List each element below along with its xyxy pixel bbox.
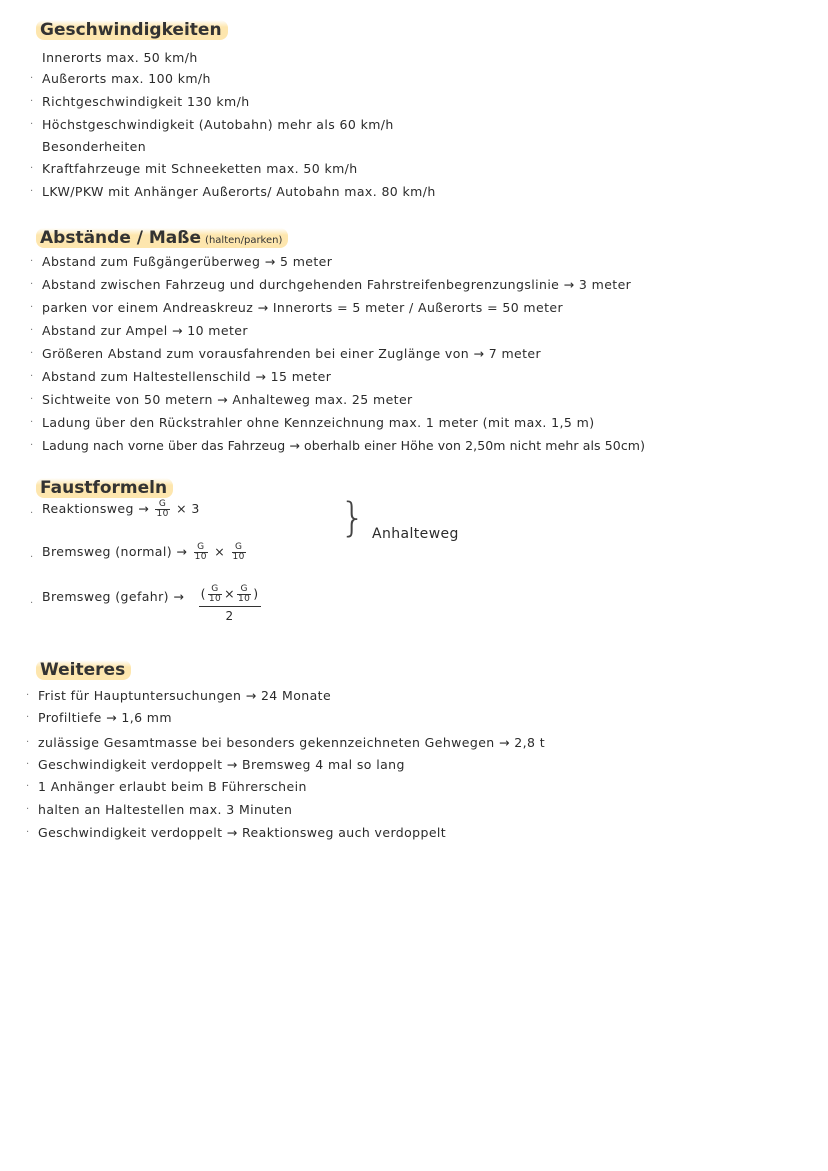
- bullet: ·: [30, 279, 34, 290]
- speed-line: Richtgeschwindigkeit 130 km/h: [42, 94, 250, 109]
- bullet: ·: [30, 302, 34, 313]
- bullet: ·: [30, 598, 34, 609]
- bullet: ·: [26, 690, 30, 701]
- misc-line: Frist für Hauptuntersuchungen → 24 Monate: [38, 688, 332, 703]
- bullet: ·: [26, 737, 30, 748]
- formula-bremsweg-normal: Bremsweg (normal) → $\frac{G}{10}$ × $\frac{G}{10}$: [42, 542, 245, 562]
- bullet: ·: [30, 163, 34, 174]
- formula-reaktionsweg: Reaktionsweg → $\frac{G}{10}$ × 3: [42, 499, 200, 519]
- misc-line: 1 Anhänger erlaubt beim B Führerschein: [38, 779, 307, 794]
- distance-line: Ladung über den Rückstrahler ohne Kennzeichnung max. 1 meter (mit max. 1,5 m): [42, 415, 595, 430]
- bullet: ·: [30, 417, 34, 428]
- distance-line: Sichtweite von 50 metern → Anhalteweg max. 25 meter: [42, 392, 413, 407]
- speed-line: Höchstgeschwindigkeit (Autobahn) mehr als 60 km/h: [42, 117, 394, 132]
- speed-line: Außerorts max. 100 km/h: [42, 71, 211, 86]
- bullet: ·: [30, 119, 34, 130]
- bullet: ·: [26, 781, 30, 792]
- bullet: ·: [30, 552, 34, 563]
- section-title-weiteres: Weiteres: [36, 660, 131, 680]
- bullet: ·: [26, 712, 30, 723]
- section-title-faustformeln: Faustformeln: [36, 478, 173, 498]
- bullet: ·: [30, 348, 34, 359]
- distance-line: Größeren Abstand zum vorausfahrenden bei einer Zuglänge von → 7 meter: [42, 346, 542, 361]
- fraction-g-over-10: $\frac{G}{10}$: [194, 542, 207, 562]
- bullet: ·: [30, 440, 34, 451]
- bullet: ·: [30, 325, 34, 336]
- anhalteweg-label: Anhalteweg: [372, 526, 459, 542]
- bullet: ·: [30, 256, 34, 267]
- bullet: ·: [30, 371, 34, 382]
- bullet: ·: [26, 827, 30, 838]
- distance-line: Abstand zur Ampel → 10 meter: [42, 323, 248, 338]
- distance-line: Ladung nach vorne über das Fahrzeug → oberhalb einer Höhe von 2,50m nicht mehr als 50cm): [42, 438, 646, 453]
- bullet: ·: [30, 186, 34, 197]
- bullet: ·: [30, 394, 34, 405]
- speed-line: Innerorts max. 50 km/h: [42, 50, 198, 65]
- misc-line: zulässige Gesamtmasse bei besonders gekennzeichneten Gehwegen → 2,8 t: [38, 735, 546, 750]
- fraction-g-over-10: $\frac{G}{10}$: [156, 499, 169, 519]
- misc-line: Geschwindigkeit verdoppelt → Reaktionsweg auch verdoppelt: [38, 825, 447, 840]
- misc-line: Geschwindigkeit verdoppelt → Bremsweg 4 mal so lang: [38, 757, 405, 772]
- distance-line: Abstand zum Haltestellenschild → 15 meter: [42, 369, 332, 384]
- speed-line: LKW/PKW mit Anhänger Außerorts/ Autobahn max. 80 km/h: [42, 184, 436, 199]
- fraction-bremsweg-gefahr: ( $\frac{G}{10}$ × $\frac{G}{10}$ ) 2: [200, 584, 259, 623]
- speed-line: Kraftfahrzeuge mit Schneeketten max. 50 km/h: [42, 161, 358, 176]
- bullet: ·: [26, 804, 30, 815]
- formula-bremsweg-gefahr: Bremsweg (gefahr) → ( $\frac{G}{10}$ × $\frac{G}{10}$ ) 2: [42, 584, 259, 623]
- distance-line: parken vor einem Andreaskreuz → Innerorts = 5 meter / Außerorts = 50 meter: [42, 300, 564, 315]
- fraction-g-over-10: $\frac{G}{10}$: [232, 542, 245, 562]
- distance-line: Abstand zwischen Fahrzeug und durchgehenden Fahrstreifenbegrenzungslinie → 3 meter: [42, 277, 632, 292]
- bullet: ·: [30, 96, 34, 107]
- misc-line: halten an Haltestellen max. 3 Minuten: [38, 802, 293, 817]
- misc-line: Profiltiefe → 1,6 mm: [38, 710, 172, 725]
- bullet: ·: [30, 508, 34, 519]
- section-title-abstaende: Abstände / Maße (halten/parken): [36, 228, 288, 248]
- distance-line: Abstand zum Fußgängerüberweg → 5 meter: [42, 254, 333, 269]
- curly-brace-icon: }: [340, 495, 366, 541]
- speed-line: Besonderheiten: [42, 139, 147, 154]
- bullet: ·: [26, 759, 30, 770]
- bullet: ·: [30, 73, 34, 84]
- section-title-geschwindigkeiten: Geschwindigkeiten: [36, 20, 228, 40]
